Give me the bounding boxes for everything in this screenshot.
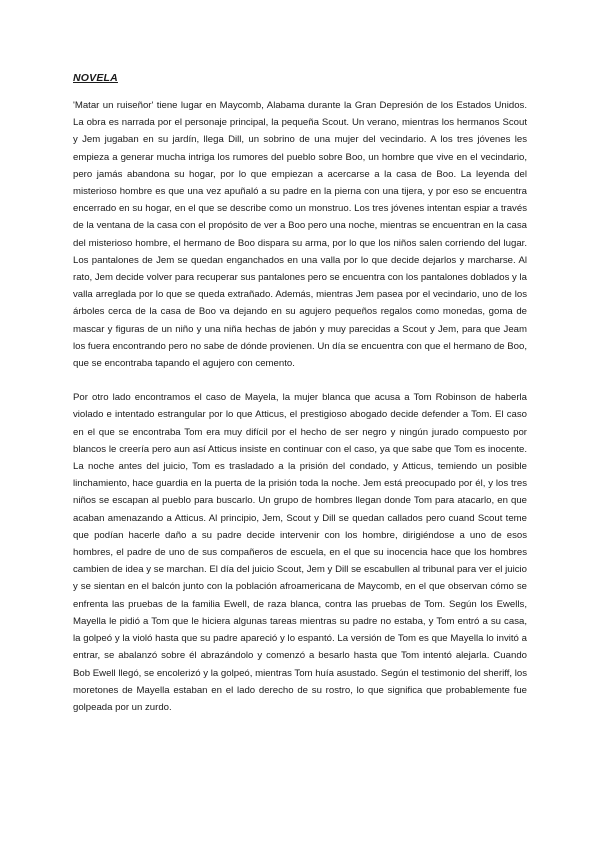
paragraph-trial-summary: Por otro lado encontramos el caso de Mayela, la mujer blanca que acusa a Tom Robinson de haberla violado e intentado estrangular por lo que Atticus, el prestigioso abogado decide defender a Tom. El caso en el que se encontraba Tom era muy difícil por el hecho de ser negro y ningún jurado compuesto por blancos le creería pero aun así Atticus insiste en continuar con el caso, ya que sabe que Tom es inocente. La noche antes del juicio, Tom es trasladado a la prisión del condado, y Atticus, temiendo un posible linchamiento, hace guardia en la puerta de la prisión toda la noche. Jem está preocupado por él, y los tres niños se escapan al pueblo para buscarlo. Un grupo de hombres llegan donde Tom para atacarlo, en que acaban amenazando a Atticus. Al principio, Jem, Scout y Dill se quedan callados pero cuand Scout teme que podían hacerle daño a su padre decide intervenir con los hombre, dirigiéndose a uno de esos hombres, el padre de uno de sus compañeros de escuela, en el que su inocencia hace que los hombres cambien de idea y se marchan. El día del juicio Scout, Jem y Dill se escabullen al tribunal para ver el juicio y se sientan en el balcón junto con la población afroamericana de Maycomb, en el que observan cómo se enfrenta las pruebas de la familia Ewell, de raza blanca, contra las pruebas de Tom. Según los Ewells, Mayella le pidió a Tom que le hiciera algunas tareas mientras su padre no estaba, y Tom entró a su casa, la golpeó y la violó hasta que su padre apareció y lo espantó. La versión de Tom es que Mayella lo invitó a entrar, se abalanzó sobre él abrazándolo y comenzó a besarlo hasta que Tom intentó alejarla. Cuando Bob Ewell llegó, se encolerizó y la golpeó, mientras Tom huía asustado. Según el testimonio del sheriff, los moretones de Mayella estaban en el lado derecho de su rostro, lo que significa que probablemente fue golpeada por un zurdo. — [73, 392, 527, 713]
paragraph-plot-summary: 'Matar un ruiseñor' tiene lugar en Maycomb, Alabama durante la Gran Depresión de los Estados Unidos. La obra es narrada por el personaje principal, la pequeña Scout. Un verano, mientras los hermanos Scout y Jem jugaban en su jardín, llega Dill, un sobrino de una mujer del vecindario. A los tres jóvenes les empieza a generar mucha intriga los rumores del pueblo sobre Boo, un hombre que vive en el vecindario, pero jamás abandona su hogar, por lo que empiezan a acercarse a la casa de Boo. La leyenda del misterioso hombre es que una vez apuñaló a su padre en la pierna con una tijera, y por eso se encuentra encerrado en su hogar, en el que se describe como un monstruo. Los tres jóvenes intentan espiar a través de la ventana de la casa con el propósito de ver a Boo pero una noche, mientras se encuentran en la casa del misterioso hombre, el hermano de Boo dispara su arma, por lo que los niños salen corriendo del lugar. Los pantalones de Jem se quedan enganchados en una valla por lo que decide dejarlos y marcharse. Al rato, Jem decide volver para recuperar sus pantalones pero se encuentra con los pantalones doblados y la valla arreglada por lo que se queda extrañado. Además, mientras Jem pasea por el vecindario, uno de los árboles cerca de la casa de Boo va dejando en su agujero pequeños regalos como monedas, goma de mascar y figuras de un niño y una niña hechas de jabón y muy parecidas a Scout y Jem, para que Jeam los fuera encontrando pero no sabe de dónde provienen. Un día se encuentra con que el hermano de Boo, que se encontraba tapando el agujero con cemento. — [73, 100, 527, 370]
section-heading: NOVELA — [73, 72, 118, 84]
